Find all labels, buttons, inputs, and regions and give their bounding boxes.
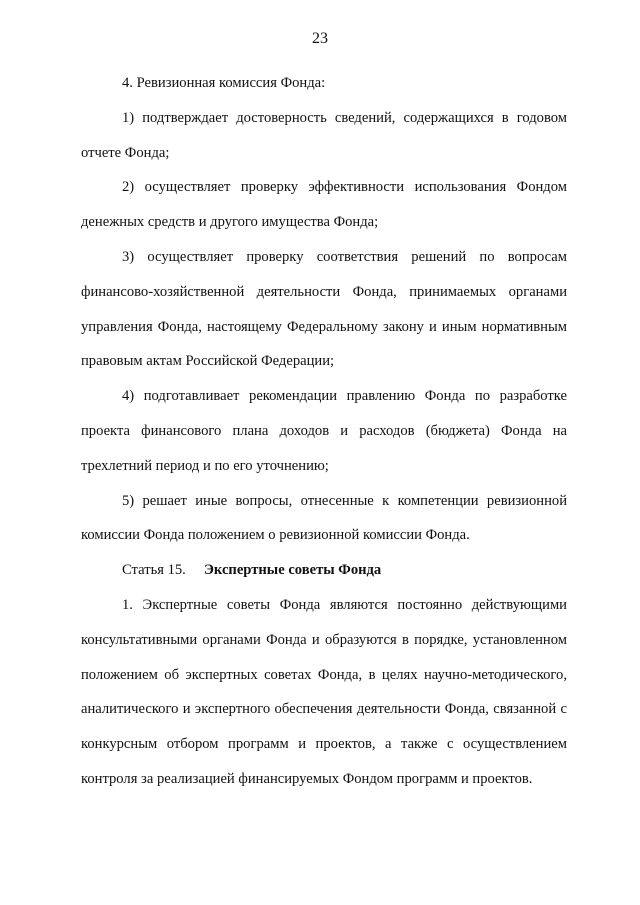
article-number: Статья 15. (122, 562, 186, 579)
section-4-item-1: 1) подтверждает достоверность сведений, содержащихся в годовом отчете Фонда; (81, 109, 567, 161)
page-number: 23 (312, 30, 328, 47)
article-15-paragraph-1: 1. Экспертные советы Фонда являются постоянно действующими консультативными органами Фонда и образуются в порядке, установленном положением об экспертных советах Фонда, в целях научно-методического, аналитического и экспертного обеспечения деятельности Фонда, связанной с конкурсным отбором программ и проектов, а также с осуществлением контроля за реализацией финансируемых Фондом программ и проектов. (81, 596, 567, 787)
section-4-item-4: 4) подготавливает рекомендации правлению Фонда по разработке проекта финансового плана доходов и расходов (бюджета) Фонда на трехлетний период и по его уточнению; (81, 388, 567, 474)
document-body (81, 66, 567, 797)
article-title: Экспертные советы Фонда (204, 562, 382, 579)
section-4-item-3: 3) осуществляет проверку соответствия решений по вопросам финансово-хозяйственной деятельности Фонда, принимаемых органами управления Фонда, настоящему Федеральному закону и иным нормативным правовым актам Российской Федерации; (81, 248, 567, 370)
section-4-item-2: 2) осуществляет проверку эффективности использования Фондом денежных средств и другого имущества Фонда; (81, 179, 567, 231)
section-4-item-5: 5) решает иные вопросы, отнесенные к компетенции ревизионной комиссии Фонда положением о ревизионной комиссии Фонда. (81, 492, 567, 544)
section-4-intro: 4. Ревизионная комиссия Фонда: (122, 75, 326, 91)
article-15-heading (81, 553, 567, 588)
